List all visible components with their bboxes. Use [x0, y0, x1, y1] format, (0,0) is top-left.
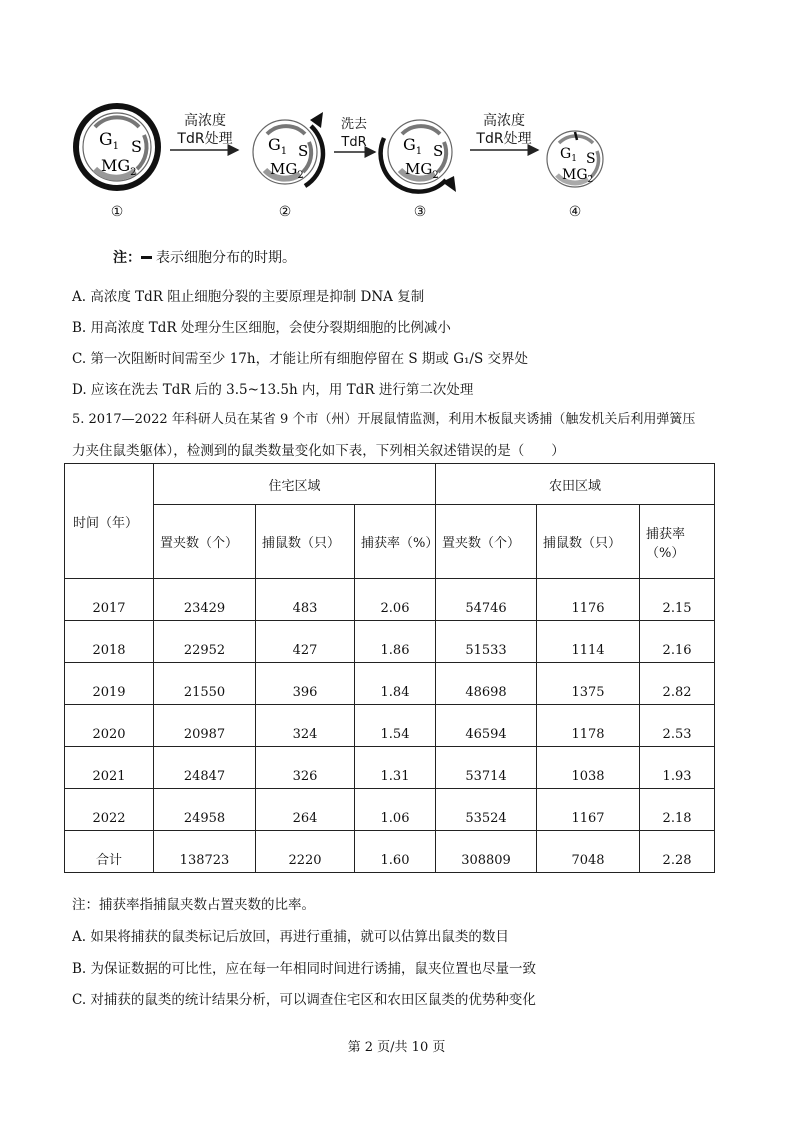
cell: 2022 — [65, 789, 154, 831]
svg-text:MG2: $MG_2$ — [101, 156, 137, 178]
cell: 1.84 — [355, 663, 436, 705]
cell: 合计 — [65, 831, 154, 873]
q5-option-a: A. 如果将捕获的鼠类标记后放回，再进行重捕，就可以估算出鼠类的数目 — [72, 929, 509, 945]
table-row — [65, 663, 715, 705]
cell: 427 — [256, 621, 355, 663]
q5-stem-line1: 5. 2017—2022 年科研人员在某省 9 个市（州）开展鼠情监测，利用木板鼠夹诱捕（触发机关后利用弹簧压 — [72, 412, 696, 427]
cell: 2018 — [65, 621, 154, 663]
table-row — [65, 621, 715, 663]
cell: 2.53 — [640, 705, 715, 747]
subheader-rate-residential: 捕获率（%） — [355, 505, 436, 579]
cell: 2.18 — [640, 789, 715, 831]
cell: 326 — [256, 747, 355, 789]
svg-text:S: S — [131, 137, 142, 156]
svg-text:S: S — [433, 142, 444, 160]
cell: 324 — [256, 705, 355, 747]
cell: 2.06 — [355, 579, 436, 621]
cell: 308809 — [436, 831, 537, 873]
subheader-traps-farmland: 置夹数（个） — [436, 505, 537, 579]
svg-text:MG2: $MG_2$ — [562, 167, 594, 185]
step-number-3: ③ — [413, 204, 427, 220]
subheader-caught-farmland: 捕鼠数（只） — [537, 505, 640, 579]
cell: 1.06 — [355, 789, 436, 831]
cell: 2.82 — [640, 663, 715, 705]
table-row-total — [65, 831, 715, 873]
note-text: 表示细胞分布的时期。 — [156, 250, 296, 266]
cell: 1176 — [537, 579, 640, 621]
arrow-label-1-line2: TdR处理 — [177, 131, 233, 147]
cell: 1.86 — [355, 621, 436, 663]
arrow-label-2-line1: 洗去 — [340, 117, 367, 132]
table-body — [65, 579, 715, 873]
cell: 264 — [256, 789, 355, 831]
cell: 54746 — [436, 579, 537, 621]
cell: 24958 — [154, 789, 256, 831]
header-time: 时间（年） — [65, 464, 154, 579]
table-row — [65, 579, 715, 621]
cell: 22952 — [154, 621, 256, 663]
rodent-monitoring-table — [64, 463, 715, 873]
table-row — [65, 705, 715, 747]
cell: 483 — [256, 579, 355, 621]
q5-option-b: B. 为保证数据的可比性，应在每一年相同时间进行诱捕，鼠夹位置也尽量一致 — [72, 961, 537, 977]
table-row — [65, 789, 715, 831]
cycle-2 — [253, 112, 323, 186]
arc-arrow — [95, 117, 139, 127]
cell: 51533 — [436, 621, 537, 663]
q4-option-d: D. 应该在洗去 TdR 后的 3.5~13.5h 内，用 TdR 进行第二次处理 — [72, 382, 474, 398]
q5-option-c: C. 对捕获的鼠类的统计结果分析，可以调查住宅区和农田区鼠类的优势种变化 — [72, 992, 536, 1008]
cell: 2.16 — [640, 621, 715, 663]
subheader-rate-farmland: 捕获率（%） — [640, 505, 715, 579]
cell: 2220 — [256, 831, 355, 873]
arrow-label-3-line1: 高浓度 — [483, 113, 525, 129]
svg-text:G1: $G_1$ — [560, 146, 577, 164]
note-legend-mark — [141, 256, 152, 259]
svg-text:G1: $G_1$ — [99, 130, 119, 152]
cell: 24847 — [154, 747, 256, 789]
cell: 48698 — [436, 663, 537, 705]
cycle-4 — [547, 131, 603, 187]
svg-text:MG2: $MG_2$ — [270, 160, 304, 181]
cell: 2020 — [65, 705, 154, 747]
cell: 1178 — [537, 705, 640, 747]
header-residential: 住宅区域 — [154, 464, 436, 505]
cell: 2.28 — [640, 831, 715, 873]
q4-option-b: B. 用高浓度 TdR 处理分生区细胞，会使分裂期细胞的比例减小 — [72, 320, 451, 336]
q5-stem-line2: 力夹住鼠类躯体），检测到的鼠类数量变化如下表，下列相关叙述错误的是（ ） — [72, 443, 565, 459]
arrow-label-3 — [468, 112, 540, 148]
svg-text:S: S — [586, 151, 596, 167]
arrow-label-1 — [170, 112, 240, 148]
cell: 1.31 — [355, 747, 436, 789]
cycle-3 — [381, 120, 456, 192]
q4-option-c: C. 第一次阻断时间需至少 17h，才能让所有细胞停留在 S 期或 G₁/S 交界处 — [72, 351, 528, 367]
cell: 20987 — [154, 705, 256, 747]
svg-text:G1: $G_1$ — [403, 135, 423, 157]
arrow-label-2-line2: TdR — [341, 135, 367, 150]
step-number-4: ④ — [568, 204, 582, 220]
cell: 1167 — [537, 789, 640, 831]
cell-cycle-diagram — [70, 100, 630, 235]
arrow-label-1-line1: 高浓度 — [184, 113, 226, 129]
cell: 53714 — [436, 747, 537, 789]
arrow-label-2 — [332, 116, 376, 152]
cell: 1.60 — [355, 831, 436, 873]
svg-text:S: S — [298, 142, 309, 160]
cycle-1 — [76, 106, 158, 188]
cell: 1114 — [537, 621, 640, 663]
cell: 1.93 — [640, 747, 715, 789]
step-number-1: ① — [110, 204, 124, 220]
arrow-label-3-line2: TdR处理 — [476, 131, 532, 147]
cell: 2017 — [65, 579, 154, 621]
header-farmland: 农田区域 — [436, 464, 715, 505]
cell: 7048 — [537, 831, 640, 873]
cell: 1375 — [537, 663, 640, 705]
cell: 1.54 — [355, 705, 436, 747]
q4-option-a: A. 高浓度 TdR 阻止细胞分裂的主要原理是抑制 DNA 复制 — [72, 289, 425, 305]
cell: 46594 — [436, 705, 537, 747]
cell: 2.15 — [640, 579, 715, 621]
note-prefix: 注： — [113, 250, 141, 266]
subheader-traps-residential: 置夹数（个） — [154, 505, 256, 579]
cell: 53524 — [436, 789, 537, 831]
cell: 23429 — [154, 579, 256, 621]
page-footer: 第 2 页/共 10 页 — [347, 1040, 446, 1055]
table-row — [65, 747, 715, 789]
diagram-note — [113, 247, 296, 267]
cell: 1038 — [537, 747, 640, 789]
step-number-2: ② — [278, 204, 292, 220]
cell: 2019 — [65, 663, 154, 705]
cell: 396 — [256, 663, 355, 705]
cell: 21550 — [154, 663, 256, 705]
cell: 138723 — [154, 831, 256, 873]
svg-text:MG2: $MG_2$ — [405, 160, 439, 181]
subheader-caught-residential: 捕鼠数（只） — [256, 505, 355, 579]
cell: 2021 — [65, 747, 154, 789]
table-note: 注：捕获率指捕鼠夹数占置夹数的比率。 — [72, 897, 315, 913]
svg-text:G1: $G_1$ — [268, 135, 288, 157]
